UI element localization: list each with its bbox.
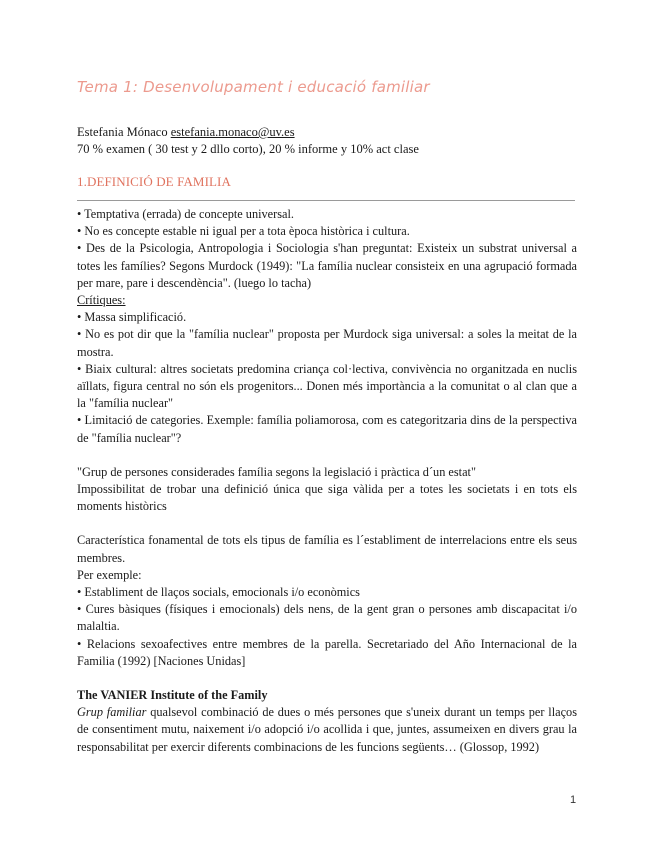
vanier-definition: qualsevol combinació de dues o més persones que s'uneix durant un temps per llaços de consentiment mutu, naixement i/o adopció i/o acollida i que, juntes, assumeixen en divers grau la responsabilitat per exercir diferents combinacions de les funcions següents… (Glossop, 1992) (77, 705, 577, 754)
bullet-item: • Temptativa (errada) de concepte universal. (77, 207, 294, 221)
critique-item: • Limitació de categories. Exemple: família poliamorosa, com es categoritzaria dins de la perspectiva de "família nuclear"? (77, 413, 577, 445)
critique-item: • No es pot dir que la "família nuclear" proposta per Murdock siga universal: a soles la meitat de la mostra. (77, 327, 577, 359)
vanier-heading: The VANIER Institute of the Family (77, 688, 268, 703)
bullet-item: • No es concepte estable ni igual per a tota època històrica i cultura. (77, 224, 410, 239)
definition-quote: "Grup de persones considerades família segons la legislació i pràctica d´un estat" (77, 464, 476, 479)
spacer (77, 670, 577, 687)
author-meta (77, 124, 419, 158)
vanier-term: Grup familiar (77, 705, 147, 720)
bullet-item: • Des de la Psicologia, Antropologia i Sociologia s'han preguntat: Existeix un substrat universal a totes les famílies? Segons Murdock (1949): "La família nuclear consisteix en una agrupació formada per mare, pare i descendència". (luego lo tacha) (77, 241, 577, 290)
critiques-label: Crítiques: (77, 293, 126, 308)
critique-item: • Biaix cultural: altres societats predomina criança col·lectiva, convivència no organitzada en nuclis aïllats, figura central no són els progenitors... Donen més importància a la comunitat o al clan que a la "família nuclear" (77, 361, 577, 411)
body-text (77, 206, 577, 756)
spacer (77, 515, 577, 532)
heading-divider (77, 200, 575, 201)
author-name: Estefania Mónaco (77, 125, 168, 139)
vanier-paragraph (77, 704, 577, 756)
example-item: • Establiment de llaços socials, emocionals i/o econòmics (77, 585, 360, 600)
page-title: Tema 1: Desenvolupament i educació familiar (77, 78, 430, 96)
spacer (77, 447, 577, 464)
example-item: • Relacions sexoafectives entre membres de la parella. Secretariado del Año Internacional de la Familia (1992) [Naciones Unidas] (77, 636, 577, 668)
critique-item: • Massa simplificació. (77, 310, 187, 325)
fundamental-text: Característica fonamental de tots els tipus de família es l´establiment de interrelacions entre els seus membres. (77, 533, 577, 565)
author-email-link[interactable]: estefania.monaco@uv.es (170, 125, 295, 139)
example-label: Per exemple: (77, 567, 142, 582)
section-heading: 1.DEFINICIÓ DE FAMILIA (77, 174, 231, 189)
page-number: 1 (570, 794, 577, 806)
author-line (77, 124, 419, 141)
example-item: • Cures bàsiques (físiques i emocionals) dels nens, de la gent gran o persones amb discapacitat i/o malaltia. (77, 602, 577, 634)
impossibility-text: Impossibilitat de trobar una definició única que siga vàlida per a totes les societats i en tots els moments històrics (77, 482, 577, 514)
grading-line: 70 % examen ( 30 test y 2 dllo corto), 20 % informe y 10% act clase (77, 142, 419, 156)
